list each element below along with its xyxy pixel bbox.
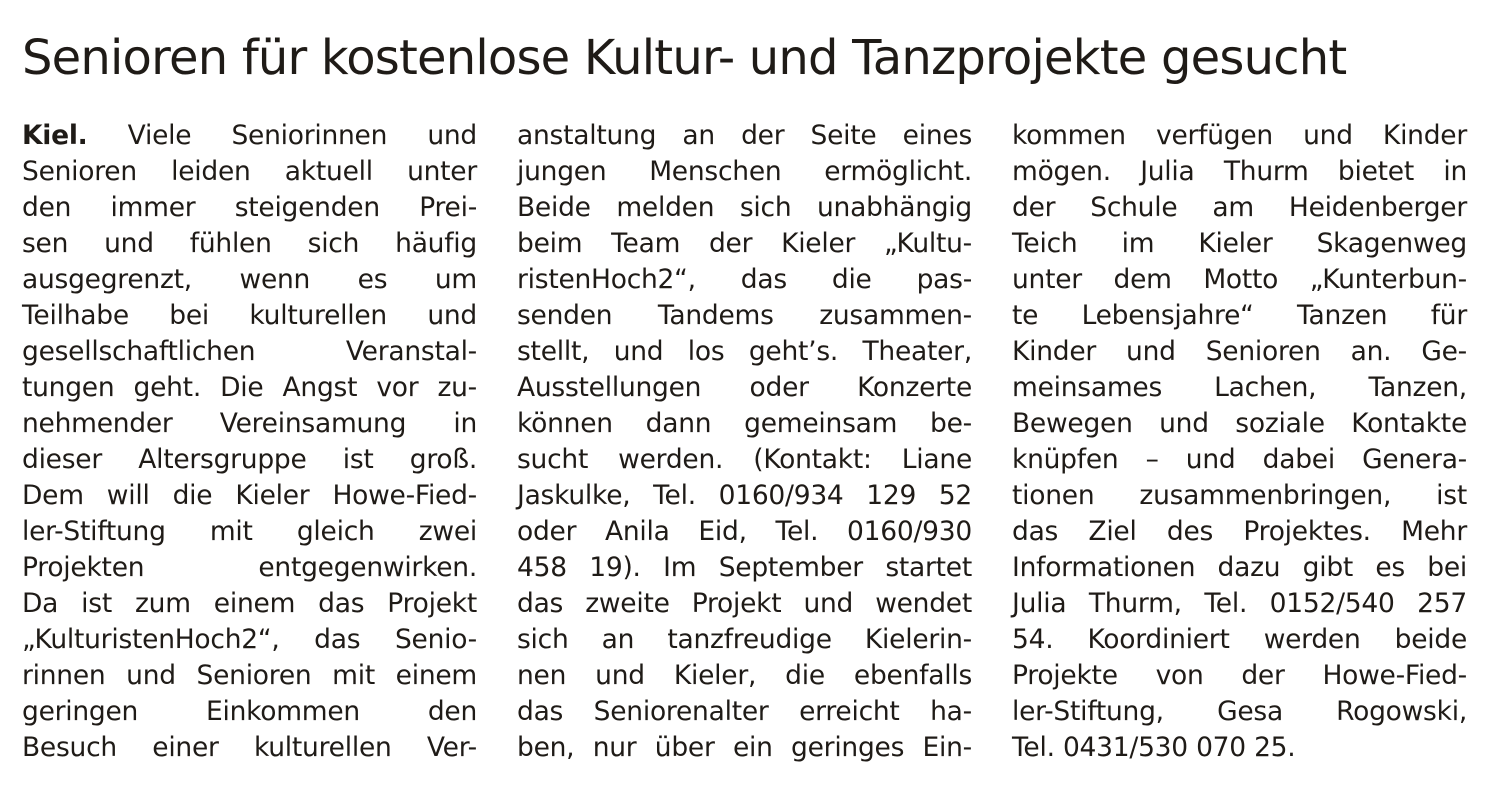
article-line: Projekten entgegenwirken. [22,552,477,583]
article-column-1 [22,118,477,766]
article-line: Teich im Kieler Skagenweg [1012,228,1467,259]
article-line: Julia Thurm, Tel. 0152/540 257 [1012,588,1467,619]
article-line: 458 19). Im September startet [517,552,972,583]
article-line: senden Tandems zusammen- [517,300,972,331]
article-line: ausgegrenzt, wenn es um [22,264,477,295]
article-line: knüpfen – und dabei Genera- [1012,444,1467,475]
article-line: te Lebensjahre“ Tanzen für [1012,300,1467,331]
article-line: Kinder und Senioren an. Ge- [1012,336,1467,367]
article-line: nehmender Vereinsamung in [22,408,477,439]
article-line: das Ziel des Projektes. Mehr [1012,516,1467,547]
article-line: Beide melden sich unabhängig [517,192,972,223]
article-headline: Senioren für kostenlose Kultur- und Tanzprojekte gesucht [22,30,1347,86]
article-line: gesellschaftlichen Veranstal- [22,336,477,367]
article-line: Bewegen und soziale Kontakte [1012,408,1467,439]
article-line: Ausstellungen oder Konzerte [517,372,972,403]
article-line: das zweite Projekt und wendet [517,588,972,619]
article-line: jungen Menschen ermöglicht. [517,156,972,187]
article-line: ler-Stiftung mit gleich zwei [22,516,477,547]
article-line: „KulturistenHoch2“, das Senio- [22,624,477,655]
article-line: Teilhabe bei kulturellen und [22,300,477,331]
article-line: mögen. Julia Thurm bietet in [1012,156,1467,187]
article-column-2 [517,118,972,766]
article-line: ristenHoch2“, das die pas- [517,264,972,295]
article-line: Dem will die Kieler Howe-Fied- [22,480,477,511]
article-line: das Seniorenalter erreicht ha- [517,696,972,727]
article-line [22,118,477,154]
article-line: der Schule am Heidenberger [1012,192,1467,223]
article-line: nen und Kieler, die ebenfalls [517,660,972,691]
article-line: ler-Stiftung, Gesa Rogowski, [1012,696,1467,727]
article-line: sen und fühlen sich häufig [22,228,477,259]
article-line: rinnen und Senioren mit einem [22,660,477,691]
article-line: stellt, und los geht’s. Theater, [517,336,972,367]
dateline: Kiel. [22,120,88,151]
article-line: tungen geht. Die Angst vor zu- [22,372,477,403]
article-line: Da ist zum einem das Projekt [22,588,477,619]
article-line: sich an tanzfreudige Kielerin- [517,624,972,655]
article-line: 54. Koordiniert werden beide [1012,624,1467,655]
article-line: können dann gemeinsam be- [517,408,972,439]
article-line: Informationen dazu gibt es bei [1012,552,1467,583]
article-line: geringen Einkommen den [22,696,477,727]
article-line: sucht werden. (Kontakt: Liane [517,444,972,475]
article-line: Tel. 0431/530 070 25. [1012,732,1296,763]
article-line: unter dem Motto „Kunterbun- [1012,264,1467,295]
article-line: Projekte von der Howe-Fied- [1012,660,1467,691]
article-line: Senioren leiden aktuell unter [22,156,477,187]
article-line: beim Team der Kieler „Kultu- [517,228,972,259]
article-line: Jaskulke, Tel. 0160/934 129 52 [517,480,972,511]
article-line: Besuch einer kulturellen Ver- [22,732,477,763]
article-line: anstaltung an der Seite eines [517,120,972,151]
article-line: ben, nur über ein geringes Ein- [517,732,972,763]
article-line: den immer steigenden Prei- [22,192,477,223]
article-line: dieser Altersgruppe ist groß. [22,444,477,475]
article-line: oder Anila Eid, Tel. 0160/930 [517,516,972,547]
article-line: tionen zusammenbringen, ist [1012,480,1467,511]
article-line: meinsames Lachen, Tanzen, [1012,372,1467,403]
article-line: kommen verfügen und Kinder [1012,120,1467,151]
article-line-text: Viele Seniorinnen und [127,120,477,151]
article-column-3 [1012,118,1467,766]
